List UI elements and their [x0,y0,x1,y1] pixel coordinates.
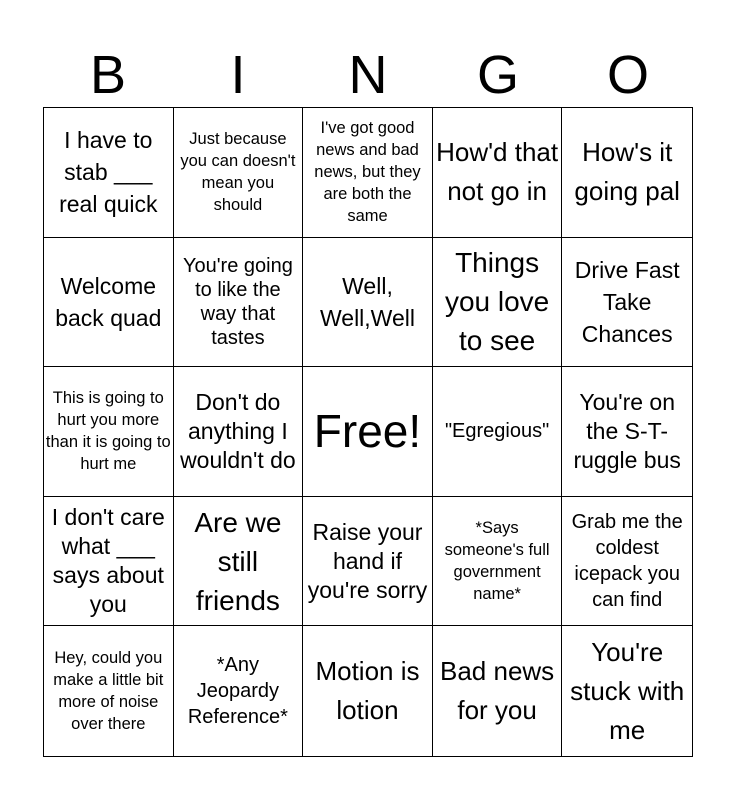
bingo-cell[interactable] [433,367,563,497]
cell-text: *Says someone's full government name* [444,519,550,604]
bingo-cell[interactable] [562,238,692,368]
cell-text: I've got good news and bad news, but they are both the same [314,119,421,226]
cell-text: You're stuck with me [570,636,685,745]
bingo-cell[interactable] [433,497,563,627]
bingo-cell[interactable] [433,108,563,238]
cell-text: Bad news for you [440,656,555,726]
cell-text: You're on the S-T-ruggle bus [573,388,681,473]
cell-text: "Egregious" [444,420,550,443]
bingo-cell[interactable] [303,238,433,368]
bingo-cell[interactable] [44,497,174,627]
bingo-cell[interactable] [303,626,433,756]
bingo-cell[interactable] [174,238,304,368]
header-letter-n: N [348,45,388,105]
bingo-cell[interactable] [44,626,174,756]
bingo-cell[interactable] [433,238,563,368]
cell-text: Are we still friends [194,506,282,616]
cell-text: Hey, could you make a little bit more of noise over there [53,649,164,734]
cell-text: Free! [313,405,422,458]
cell-text: I have to stab ___ real quick [59,127,158,218]
bingo-cell[interactable] [44,108,174,238]
cell-text: Just because you can doesn't mean you should [180,130,296,215]
cell-text: Motion is lotion [315,656,420,726]
cell-text: Welcome back quad [55,272,162,331]
header-letter-b: B [89,45,127,105]
cell-text: This is going to hurt you more than it is going to hurt me [45,389,171,474]
bingo-grid [43,107,693,757]
cell-text: Well, Well,Well [319,272,415,331]
header-letter-o: O [606,45,649,105]
cell-text: Drive Fast Take Chances [574,256,680,347]
bingo-cell[interactable] [174,497,304,627]
cell-text: I don't care what ___ says about you [51,504,165,618]
bingo-cell[interactable] [562,626,692,756]
header-letter-g: G [476,45,519,105]
bingo-cell[interactable] [303,497,433,627]
bingo-cell[interactable] [303,108,433,238]
bingo-cell[interactable] [174,367,304,497]
bingo-cell[interactable] [562,367,692,497]
cell-text: Things you love to see [444,247,550,357]
cell-text: Raise your hand if you're sorry [307,518,428,603]
cell-text: *Any Jeopardy Reference* [187,654,288,729]
bingo-cell[interactable] [174,108,304,238]
bingo-header [43,44,693,106]
bingo-cell[interactable] [562,108,692,238]
header-letter-i: I [230,45,246,105]
cell-text: Don't do anything I wouldn't do [180,388,296,473]
bingo-cell[interactable] [44,238,174,368]
cell-text: How'd that not go in [436,137,559,207]
bingo-cell[interactable] [562,497,692,627]
cell-text: How's it going pal [574,137,680,207]
bingo-cell[interactable] [433,626,563,756]
cell-text: You're going to like the way that tastes [182,254,293,349]
bingo-cell[interactable] [303,367,433,497]
bingo-cell[interactable] [44,367,174,497]
cell-text: Grab me the coldest icepack you can find [571,511,683,612]
bingo-cell[interactable] [174,626,304,756]
